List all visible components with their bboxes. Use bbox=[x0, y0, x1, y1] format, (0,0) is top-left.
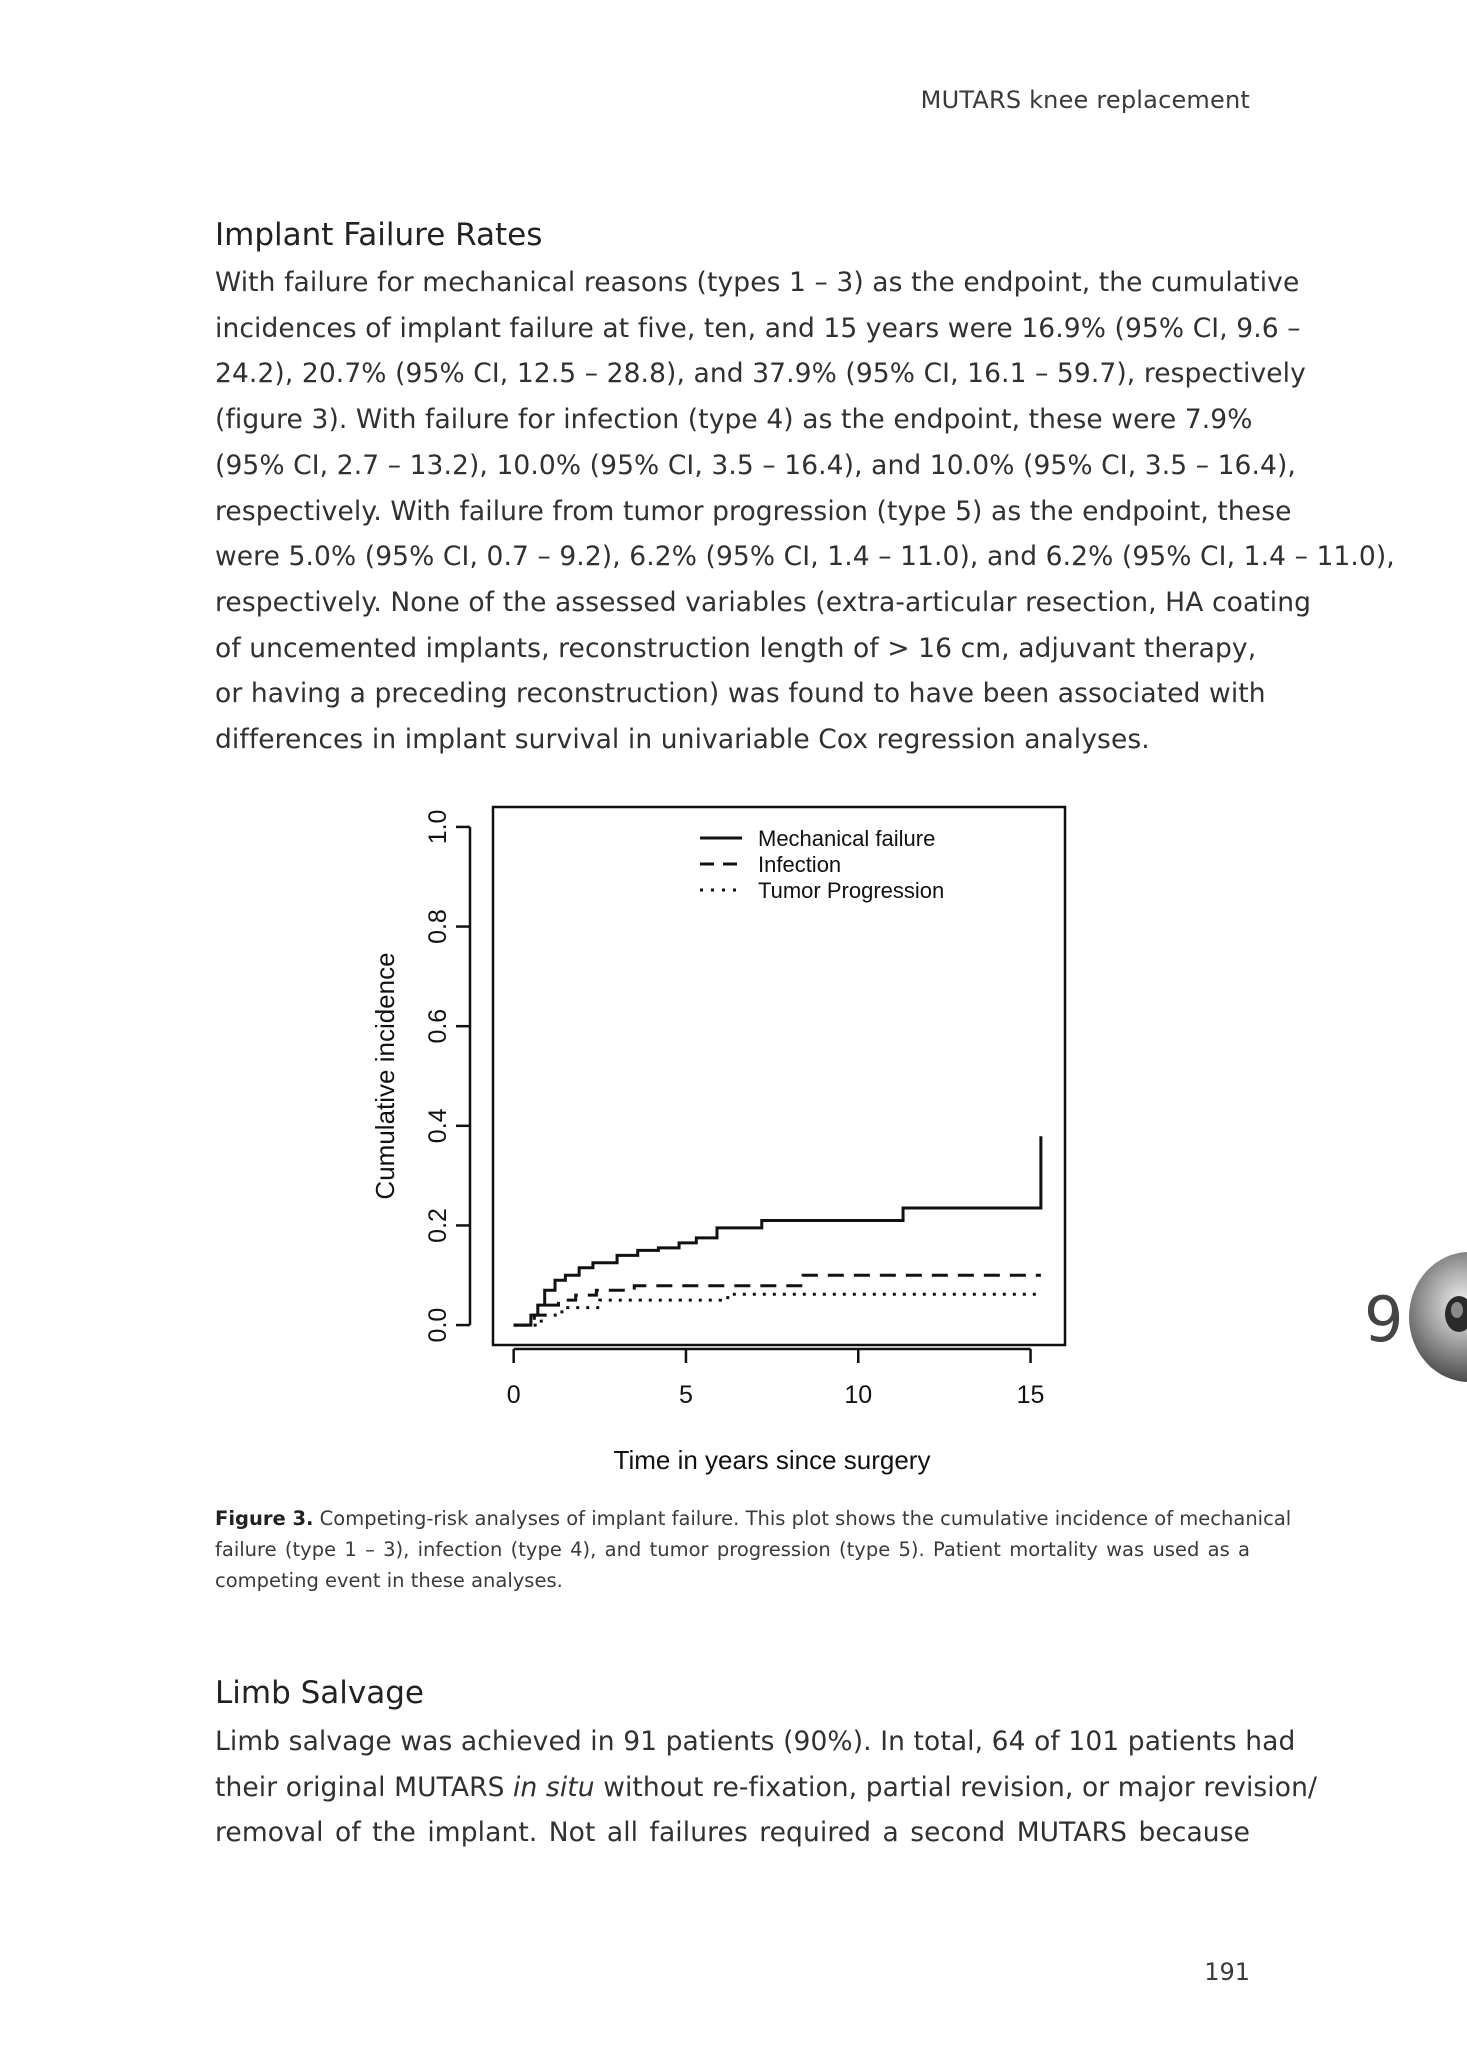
caption-text: Competing-risk analyses of implant failure. This plot shows the cumulative incidence of mechanical bbox=[313, 1507, 1292, 1530]
page-number: 191 bbox=[1204, 1958, 1250, 1986]
text-line: incidences of implant failure at five, ten, and 15 years were 16.9% (95% CI, 9.6 – bbox=[215, 312, 1301, 344]
text-line bbox=[215, 1765, 1318, 1811]
legend-label: Tumor Progression bbox=[758, 878, 945, 903]
chart-legend bbox=[700, 826, 944, 903]
chapter-thumb-tab-icon bbox=[1407, 1250, 1467, 1385]
y-tick-label: 1.0 bbox=[424, 809, 452, 845]
series-layer bbox=[514, 1136, 1041, 1325]
series-line-infection bbox=[514, 1275, 1041, 1325]
text-line: With failure for mechanical reasons (types 1 – 3) as the endpoint, the cumulative bbox=[215, 267, 1300, 298]
y-axis-label: Cumulative incidence bbox=[370, 952, 400, 1200]
figure-caption bbox=[215, 1503, 1292, 1596]
x-tick-label: 10 bbox=[844, 1381, 873, 1409]
y-tick-label: 0.8 bbox=[424, 909, 452, 944]
limb-salvage-paragraph bbox=[215, 1719, 1318, 1856]
text-span: their original MUTARS bbox=[215, 1771, 514, 1803]
y-tick-label: 0.2 bbox=[424, 1208, 452, 1243]
y-tick-label: 0.0 bbox=[424, 1307, 452, 1343]
text-line: removal of the implant. Not all failures required a second MUTARS because bbox=[215, 1817, 1250, 1849]
text-line: (95% CI, 2.7 – 13.2), 10.0% (95% CI, 3.5 – 16.4), and 10.0% (95% CI, 3.5 – 16.4), bbox=[215, 449, 1296, 481]
section-heading-limb-salvage: Limb Salvage bbox=[215, 1675, 424, 1711]
text-line: of uncemented implants, reconstruction length of > 16 cm, adjuvant therapy, bbox=[215, 632, 1257, 664]
text-span: without re-fixation, partial revision, or major revision/ bbox=[594, 1771, 1318, 1803]
italic-text: in situ bbox=[513, 1771, 595, 1803]
legend-label: Mechanical failure bbox=[758, 826, 936, 851]
text-line: (figure 3). With failure for infection (type 4) as the endpoint, these were 7.9% bbox=[215, 404, 1253, 436]
text-line: respectively. None of the assessed variables (extra-articular resection, HA coating bbox=[215, 586, 1312, 618]
y-tick-label: 0.4 bbox=[424, 1108, 452, 1144]
text-line: respectively. With failure from tumor progression (type 5) as the endpoint, these bbox=[215, 495, 1292, 527]
chapter-number: 9 bbox=[1364, 1283, 1404, 1356]
text-line: Limb salvage was achieved in 91 patients (90%). In total, 64 of 101 patients had bbox=[215, 1726, 1296, 1757]
caption-text: competing event in these analyses. bbox=[215, 1569, 563, 1592]
text-line: or having a preceding reconstruction) was found to have been associated with bbox=[215, 678, 1266, 710]
y-axis bbox=[424, 810, 470, 1343]
series-line-tumor-progression bbox=[514, 1294, 1041, 1325]
x-axis-label: Time in years since surgery bbox=[613, 1445, 931, 1475]
text-line: were 5.0% (95% CI, 0.7 – 9.2), 6.2% (95% CI, 1.4 – 11.0), and 6.2% (95% CI, 1.4 – 11.0), bbox=[215, 541, 1395, 573]
series-line-mechanical-failure bbox=[514, 1136, 1041, 1325]
caption-text: failure (type 1 – 3), infection (type 4), and tumor progression (type 5). Patient mortality was used as a bbox=[215, 1538, 1250, 1561]
section-heading-implant-failure-rates: Implant Failure Rates bbox=[215, 217, 543, 253]
running-title: MUTARS knee replacement bbox=[920, 86, 1250, 114]
x-tick-label: 5 bbox=[679, 1381, 693, 1409]
legend-label: Infection bbox=[758, 852, 842, 877]
x-axis bbox=[507, 1349, 1045, 1409]
text-line: differences in implant survival in univariable Cox regression analyses. bbox=[215, 724, 1150, 756]
x-tick-label: 0 bbox=[506, 1381, 521, 1409]
y-tick-label: 0.6 bbox=[424, 1008, 452, 1044]
x-tick-label: 15 bbox=[1016, 1381, 1045, 1409]
text-line: 24.2), 20.7% (95% CI, 12.5 – 28.8), and 37.9% (95% CI, 16.1 – 59.7), respectively bbox=[215, 358, 1306, 390]
figure-label: Figure 3. bbox=[215, 1507, 314, 1530]
